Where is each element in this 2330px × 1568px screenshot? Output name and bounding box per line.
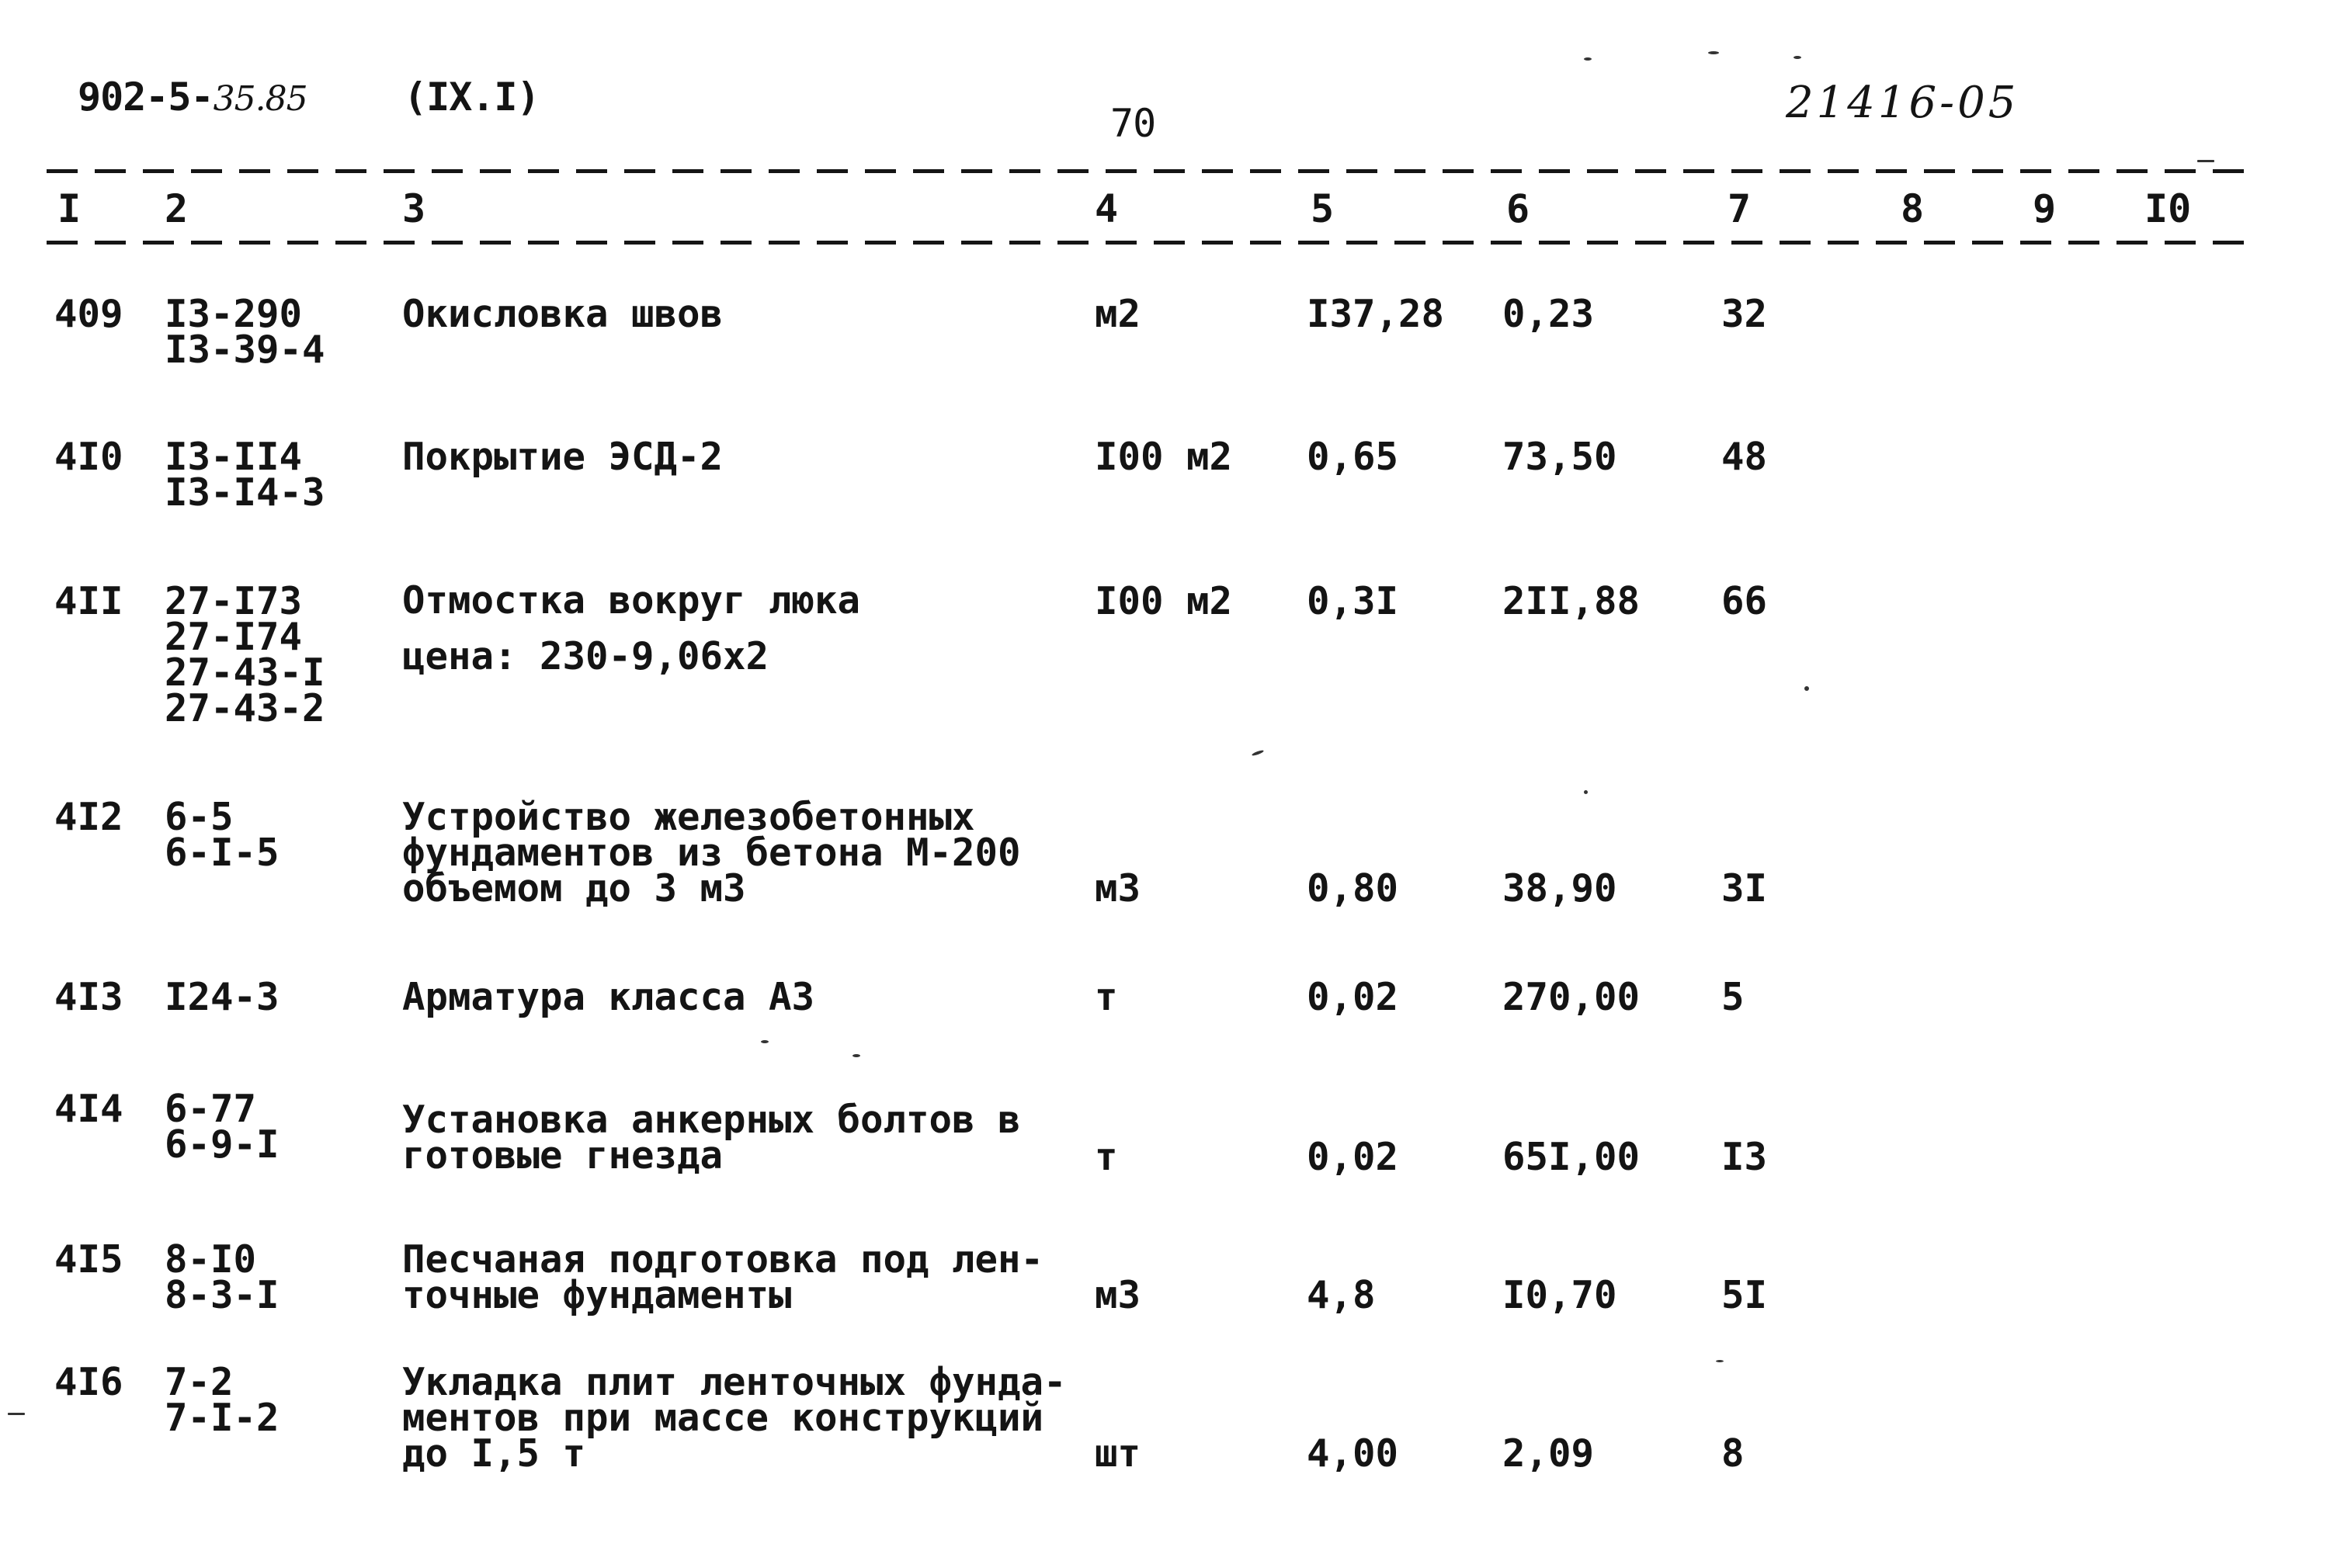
column-number: 6	[1506, 186, 1530, 231]
row-codes	[165, 292, 325, 372]
column-number: 4	[1095, 186, 1119, 231]
description-line: готовые гнезда	[402, 1133, 724, 1178]
column-number: I	[57, 186, 82, 231]
row-total: 5I	[1721, 1273, 1768, 1317]
row-unit: I00 м2	[1095, 435, 1233, 479]
row-quantity: 0,3I	[1307, 579, 1399, 623]
row-description	[402, 435, 724, 479]
code-line: I3-I4-3	[165, 470, 325, 515]
header-rule-top	[47, 169, 2252, 173]
row-unit: м2	[1095, 292, 1141, 336]
row-total: 66	[1721, 579, 1768, 623]
column-number: I0	[2144, 186, 2192, 231]
description-line: фундаментов из бетона М-200	[402, 831, 1021, 875]
code-line: 8-3-I	[165, 1273, 280, 1317]
header-rule-bottom	[47, 241, 2252, 245]
row-codes	[165, 1237, 280, 1317]
scan-speck	[1708, 51, 1719, 54]
row-number: 4I4	[54, 1087, 123, 1131]
row-description	[402, 1360, 1067, 1476]
row-codes	[165, 1087, 280, 1167]
description-line: до I,5 т	[402, 1431, 586, 1476]
row-quantity: 0,65	[1307, 435, 1399, 479]
description-line: точные фундаменты	[402, 1273, 792, 1317]
row-price: 0,23	[1502, 292, 1595, 336]
code-line: I3-290	[165, 292, 303, 336]
row-total: 48	[1721, 435, 1768, 479]
scan-speck	[1804, 686, 1809, 691]
description-line: Окисловка швов	[402, 292, 724, 336]
scan-speck	[1716, 1360, 1724, 1362]
row-codes	[165, 579, 325, 730]
code-line: 7-I-2	[165, 1396, 280, 1440]
row-total: 8	[1721, 1431, 1745, 1476]
row-price: 270,00	[1502, 975, 1641, 1019]
document-code-handwritten: 35.85	[213, 79, 307, 119]
code-line: 27-I74	[165, 615, 303, 659]
row-description	[402, 795, 1021, 911]
code-line: I3-39-4	[165, 328, 325, 372]
column-number: 7	[1728, 186, 1752, 231]
description-line: Арматура класса А3	[402, 975, 815, 1019]
code-line: 7-2	[165, 1360, 234, 1404]
row-codes	[165, 435, 325, 515]
row-number: 4I5	[54, 1237, 123, 1282]
row-total: 32	[1721, 292, 1768, 336]
row-price: 65I,00	[1502, 1135, 1641, 1179]
description-line: объемом до 3 м3	[402, 866, 746, 911]
description-line: Установка анкерных болтов в	[402, 1098, 1021, 1142]
row-quantity: 0,80	[1307, 866, 1399, 911]
code-line: 27-43-I	[165, 650, 325, 695]
row-unit: м3	[1095, 1273, 1141, 1317]
row-number: 4I2	[54, 795, 123, 839]
code-line: I24-3	[165, 975, 280, 1019]
row-number: 4I0	[54, 435, 123, 479]
row-total: 3I	[1721, 866, 1768, 911]
column-number: 2	[165, 186, 189, 231]
row-description	[402, 1098, 1021, 1178]
description-line: Песчаная подготовка под лен-	[402, 1237, 1044, 1282]
page-number: 70	[1110, 101, 1156, 146]
row-codes	[165, 795, 280, 875]
row-description	[402, 573, 860, 685]
column-number: 9	[2033, 186, 2057, 231]
scan-speck	[1252, 749, 1264, 756]
row-description	[402, 1237, 1044, 1317]
column-number: 5	[1311, 186, 1335, 231]
row-description	[402, 292, 724, 336]
scan-speck	[761, 1040, 769, 1043]
code-line: 27-I73	[165, 579, 303, 623]
row-number: 4II	[54, 579, 123, 623]
inventory-number: 21416-05	[1786, 78, 2019, 128]
document-code	[78, 75, 307, 120]
code-line: I3-II4	[165, 435, 303, 479]
code-line: 6-5	[165, 795, 234, 839]
code-line: 8-I0	[165, 1237, 257, 1282]
row-codes	[165, 975, 280, 1019]
row-unit: м3	[1095, 866, 1141, 911]
row-unit: шт	[1095, 1431, 1141, 1476]
column-number: 3	[402, 186, 426, 231]
description-line: ментов при массе конструкций	[402, 1396, 1044, 1440]
column-number: 8	[1901, 186, 1925, 231]
row-quantity: I37,28	[1307, 292, 1445, 336]
section-number: (IX.I)	[404, 75, 540, 120]
row-unit: I00 м2	[1095, 579, 1233, 623]
row-codes	[165, 1360, 280, 1440]
row-price: I0,70	[1502, 1273, 1617, 1317]
row-unit: т	[1095, 1135, 1118, 1179]
row-quantity: 4,00	[1307, 1431, 1399, 1476]
row-number: 4I3	[54, 975, 123, 1019]
row-price: 38,90	[1502, 866, 1617, 911]
scan-speck	[2197, 160, 2214, 162]
description-line: Устройство железобетонных	[402, 795, 975, 839]
row-quantity: 4,8	[1307, 1273, 1376, 1317]
row-description	[402, 975, 815, 1019]
row-total: I3	[1721, 1135, 1768, 1179]
description-line: Отмостка вокруг люка	[402, 578, 861, 623]
row-quantity: 0,02	[1307, 1135, 1399, 1179]
document-code-printed: 902-5-	[78, 75, 214, 120]
code-line: 6-9-I	[165, 1122, 280, 1167]
scan-speck	[1584, 790, 1588, 794]
scan-speck	[8, 1413, 25, 1415]
code-line: 6-77	[165, 1087, 257, 1131]
scan-speck	[852, 1054, 860, 1057]
row-number: 409	[54, 292, 123, 336]
description-line: цена: 230-9,06х2	[402, 634, 769, 678]
row-price: 2II,88	[1502, 579, 1641, 623]
code-line: 6-I-5	[165, 831, 280, 875]
row-unit: т	[1095, 975, 1118, 1019]
row-price: 73,50	[1502, 435, 1617, 479]
scan-speck	[1584, 57, 1592, 61]
row-total: 5	[1721, 975, 1745, 1019]
row-quantity: 0,02	[1307, 975, 1399, 1019]
scan-speck	[1794, 56, 1801, 59]
code-line: 27-43-2	[165, 686, 325, 730]
description-line: Покрытие ЭСД-2	[402, 435, 724, 479]
row-number: 4I6	[54, 1360, 123, 1404]
description-line: Укладка плит ленточных фунда-	[402, 1360, 1067, 1404]
row-price: 2,09	[1502, 1431, 1595, 1476]
